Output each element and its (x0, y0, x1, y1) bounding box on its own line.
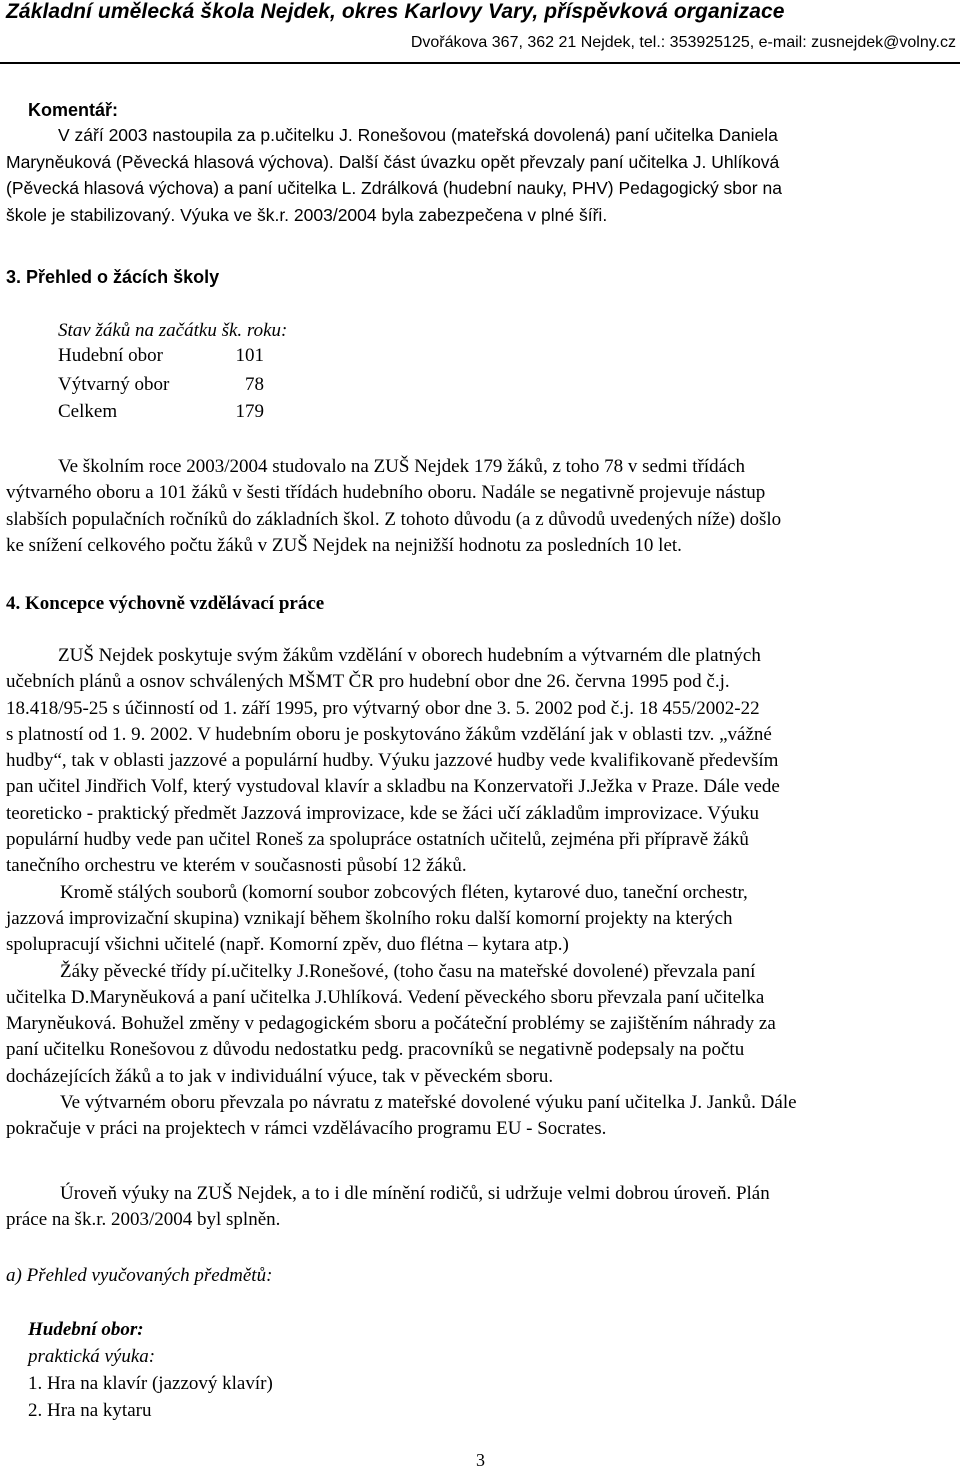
stats-row-value: 179 (235, 401, 264, 422)
komentar-line: (Pěvecká hlasová výchova) a paní učitelka L. Zdrálková (hudební nauky, PHV) Pedagogický sbor na (6, 178, 782, 199)
paragraph-line: tanečního orchestru ve kterém v současnosti působí 12 žáků. (6, 855, 467, 877)
paragraph-line: učitelka D.Maryněuková a paní učitelka J.Uhlíková. Vedení pěveckého sboru převzala paní učitelka (6, 986, 765, 1008)
paragraph-line: práce na šk.r. 2003/2004 byl splněn. (6, 1209, 281, 1231)
paragraph-line: ke snížení celkového počtu žáků v ZUŠ Nejdek na nejnižší hodnotu za posledních 10 let. (6, 534, 682, 556)
header-divider (0, 62, 960, 64)
stats-row-label: Výtvarný obor (58, 374, 170, 395)
komentar-heading: Komentář: (28, 100, 119, 120)
subject-list-item: 2. Hra na kytaru (28, 1400, 152, 1421)
paragraph-line: pokračuje v práci na projektech v rámci vzdělávacího programu EU - Socrates. (6, 1118, 607, 1140)
paragraph-line: výtvarného oboru a 101 žáků v šesti třídách hudebního oboru. Nadále se negativně projevuje nástup (6, 482, 766, 504)
paragraph-line: slabších populačních ročníků do základních škol. Z tohoto důvodu (a z důvodů uvedených níže) došlo (6, 508, 782, 530)
paragraph-line: ZUŠ Nejdek poskytuje svým žákům vzdělání v oborech hudebním a výtvarném dle platných (58, 645, 761, 666)
stav-label: Stav žáků na začátku šk. roku: (58, 320, 288, 341)
paragraph-line: teoreticko - praktický předmět Jazzová improvizace, kde se žáci učí základům improvizace. Výuku (6, 802, 759, 824)
stats-row-label: Hudební obor (58, 345, 164, 366)
section-3-paragraph (6, 454, 781, 559)
prakticka-vyuka-label: praktická výuka: (28, 1346, 156, 1367)
stats-row-label: Celkem (58, 401, 118, 422)
stats-row-value: 78 (245, 374, 264, 395)
paragraph-line: populární hudby vede pan učitel Roneš za spolupráce ostatních učitelů, zejména při přípravě žáků (6, 829, 749, 851)
closing-paragraph (6, 1181, 770, 1234)
subsection-a-heading: a) Přehled vyučovaných předmětů: (6, 1265, 273, 1286)
paragraph-line: pan učitel Jindřich Volf, který vystudoval klavír a skladbu na Konzervatoři J.Ježka v Praze. Dále vede (6, 776, 780, 798)
section-4-heading: 4. Koncepce výchovně vzdělávací práce (6, 593, 325, 614)
school-address: Dvořákova 367, 362 21 Nejdek, tel.: 353925125, e-mail: zusnejdek@volny.cz (410, 34, 956, 51)
paragraph-line: hudby“, tak v oblasti jazzové a populární hudby. Výuku jazzové hudby vede kvalifikovaně především (6, 750, 779, 772)
komentar-line: Maryněuková (Pěvecká hlasová výchova). Další část úvazku opět převzaly paní učitelka J. Uhlíková (6, 151, 780, 172)
paragraph-line: Maryněuková. Bohužel změny v pedagogickém sboru a počáteční problémy se zajištěním náhrady za (6, 1013, 776, 1035)
paragraph-line: Kromě stálých souborů (komorní soubor zobcových fléten, kytarové duo, taneční orchestr, (60, 881, 748, 903)
paragraph-line: Ve školním roce 2003/2004 studovalo na ZUŠ Nejdek 179 žáků, z toho 78 v sedmi třídách (58, 456, 746, 477)
komentar-line: škole je stabilizovaný. Výuka ve šk.r. 2003/2004 byla zabezpečena v plné šíři. (6, 204, 608, 225)
paragraph-line: paní učitelku Ronešovou z důvodu nedostatku pedg. pracovníků se negativně podepsaly na počtu (6, 1039, 745, 1061)
section-3-heading: 3. Přehled o žácích školy (6, 267, 220, 287)
paragraph-line: Úroveň výuky na ZUŠ Nejdek, a to i dle mínění rodičů, si udržuje velmi dobrou úroveň. Plán (60, 1183, 770, 1204)
section-4-paragraph (6, 643, 797, 1143)
paragraph-line: spolupracují všichni učitelé (např. Komorní zpěv, duo flétna – kytara atp.) (6, 934, 569, 956)
paragraph-line: učebních plánů a osnov schválených MŠMT ČR pro hudební obor dne 26. června 1995 pod č.j. (6, 671, 730, 693)
komentar-line: V září 2003 nastoupila za p.učitelku J. Ronešovou (mateřská dovolená) paní učitelka Daniela (58, 125, 778, 145)
hudebni-obor-label: Hudební obor: (28, 1319, 144, 1340)
paragraph-line: docházejících žáků a to jak v individuální výuce, tak v pěveckém sboru. (6, 1065, 554, 1087)
stats-row-vytvarny (58, 374, 264, 396)
paragraph-line: s platností od 1. 9. 2002. V hudebním oboru je poskytováno žákům vzdělání jak v oblasti tzv. „vážné (6, 723, 772, 745)
paragraph-line: 18.418/95-25 s účinností od 1. září 1995, pro výtvarný obor dne 3. 5. 2002 pod č.j. 18 455/2002-22 (6, 697, 760, 719)
page-number: 3 (476, 1450, 485, 1470)
stats-row-celkem (58, 401, 264, 423)
paragraph-line: Žáky pěvecké třídy pí.učitelky J.Ronešové, (toho času na mateřské dovolené) převzala paní (60, 960, 756, 982)
school-title: Základní umělecká škola Nejdek, okres Karlovy Vary, příspěvková organizace (6, 0, 785, 23)
subject-list-item: 1. Hra na klavír (jazzový klavír) (28, 1373, 273, 1394)
paragraph-line: Ve výtvarném oboru převzala po návratu z mateřské dovolené výuku paní učitelka J. Janků. Dále (60, 1092, 797, 1114)
komentar-paragraph (6, 122, 782, 228)
paragraph-line: jazzová improvizační skupina) vznikají během školního roku další komorní projekty na kterých (6, 907, 733, 929)
stats-row-hudebni (58, 345, 264, 367)
stats-row-value: 101 (235, 345, 264, 366)
